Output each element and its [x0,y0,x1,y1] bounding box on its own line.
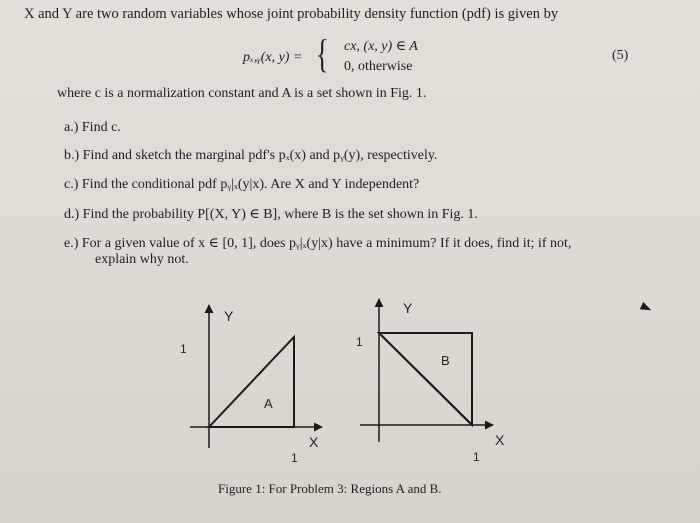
left-x-axis-label: X [309,434,319,450]
question-text: Find the conditional pdf pᵧ|ₓ(y|x). Are X and Y independent? [81,177,420,192]
left-y-tick: 1 [180,342,187,356]
question-text: Find and sketch the marginal pdf's pₓ(x) and pᵧ(y), respectively. [82,148,438,163]
problem-intro: X and Y are two random variables whose joint probability density function (pdf) is given by [24,6,559,22]
region-b-label: B [441,353,450,368]
region-b-diagonal [379,333,472,425]
right-y-axis-label: Y [403,300,413,316]
question-label: e.) [64,236,79,251]
right-plot [356,299,505,464]
pdf-case-2: 0, otherwise [344,59,413,74]
right-x-axis-label: X [495,432,505,448]
left-plot [180,305,322,465]
question-text: For a given value of x ∈ [0, 1], does pᵧ|ₓ(y|x) have a minimum? If it does, find it; if not, [81,236,572,251]
question-label: a.) [64,120,79,135]
left-x-tick: 1 [291,451,298,465]
region-a-label: A [264,396,273,411]
pdf-brace: { [316,31,329,76]
right-y-tick: 1 [356,335,363,349]
question-label: c.) [64,177,79,192]
right-x-tick: 1 [473,450,480,464]
question-label: d.) [64,207,80,222]
pdf-case-1: cx, (x, y) ∈ A [344,39,418,54]
equation-number: (5) [612,48,629,63]
question-text: Find c. [81,120,121,135]
region-a-triangle [209,337,294,427]
where-text: where c is a normalization constant and A is a set shown in Fig. 1. [57,86,427,101]
question-label: b.) [64,148,80,163]
question-text: explain why not. [95,252,189,267]
left-y-axis-label: Y [224,308,234,324]
question-text: Find the probability P[(X, Y) ∈ B], where B is the set shown in Fig. 1. [82,207,478,222]
pdf-lhs: pₓ,ᵧ(x, y) = [243,50,303,65]
figure-caption: Figure 1: For Problem 3: Regions A and B. [218,481,442,496]
